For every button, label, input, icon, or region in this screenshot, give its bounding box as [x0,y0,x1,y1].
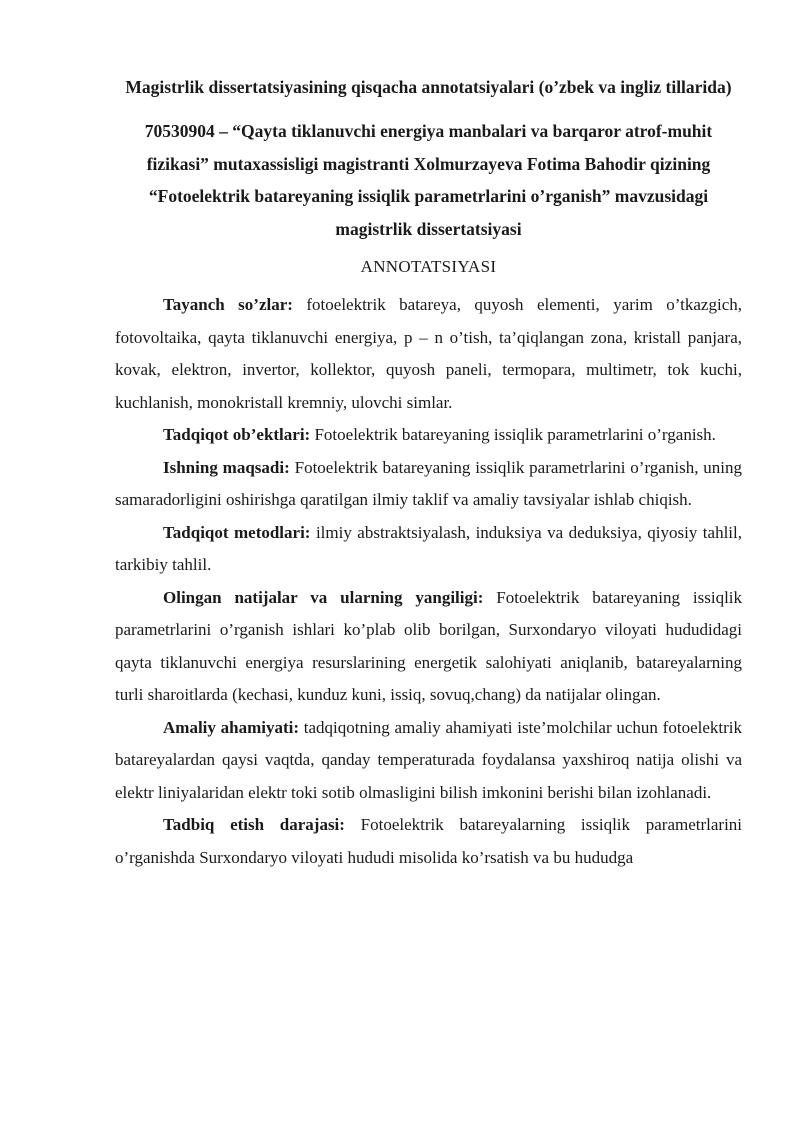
section-label: Tadbiq etish darajasi: [163,815,345,834]
section-text: tadqiqotning amaliy ahamiyati iste’molchilar uchun fotoelektrik batareyalardan qaysi vaqtda, qanday temperaturada foydalansa yaxshiroq natija olishi va elektr liniyalaridan elektr toki sotib olmasligini bilish imkonini berishi bilan izohlanadi. [115,717,742,802]
annotation-heading: ANNOTATSIYASI [360,257,497,276]
document-title: Magistrlik dissertatsiyasining qisqacha annotatsiyalari (o’zbek va ingliz tillarida) [125,77,732,97]
section-label: Tadqiqot ob’ektlari: [163,425,311,444]
section-label: Olingan natijalar va ularning yangiligi: [163,587,484,607]
section-text: ilmiy abstraktsiyalash, induksiya va deduksiya, qiyosiy tahlil, tarkibiy tahlil. [115,522,742,574]
document-subtitle: 70530904 – “Qayta tiklanuvchi energiya manbalari va barqaror atrof-muhit fizikasi” mutaxassisligi magistranti Xolmurzayeva Fotima Bahodir qizining “Fotoelektrik batareyaning issiqlik parametrlarini o’rganish” mavzusidagi magistrlik dissertatsiyasi [144,121,713,239]
section-text: Fotoelektrik batareyaning issiqlik parametrlarini o’rganish, uning samaradorligini oshirishga qaratilgan ilmiy taklif va amaliy tavsiyalar ishlab chiqish. [115,457,743,509]
section-label: Tayanch so’zlar: [163,295,293,314]
section-label: Tadqiqot metodlari: [163,522,311,542]
section-implementation [115,809,742,874]
section-purpose [115,452,742,517]
section-label: Ishning maqsadi: [163,457,290,477]
section-text: fotoelektrik batareya, quyosh elementi, yarim o’tkazgich, fotovoltaika, qayta tiklanuvchi energiya, p – n o’tish, ta’qiqlangan zona, kristall panjara, kovak, elektron, invertor, kollektor, quyosh paneli, termopara, multimetr, tok kuchi, kuchlanish, monokristall kremniy, ulovchi simlar. [115,295,742,412]
section-practical-significance [115,712,742,810]
section-methods [115,517,742,582]
section-research-objects [115,419,742,452]
section-keywords [115,289,742,419]
section-label: Amaliy ahamiyati: [163,717,300,737]
section-text: Fotoelektrik batareyalarning issiqlik parametrlarini o’rganishda Surxondaryo viloyati hududi misolida ko’rsatish va bu hududga [115,815,743,867]
section-text: Fotoelektrik batareyaning issiqlik parametrlarini o’rganish ishlari ko’plab olib borilgan, Surxondaryo viloyati hududidagi qayta tiklanuvchi energiya resurslarining energetik salohiyati aniqlanib, batareyalarning turli sharoitlarda (kechasi, kunduz kuni, issiq, sovuq,chang) da natijalar olingan. [115,587,743,704]
section-text: Fotoelektrik batareyaning issiqlik parametrlarini o’rganish. [314,425,716,444]
document-page [115,72,742,874]
section-results [115,582,742,712]
